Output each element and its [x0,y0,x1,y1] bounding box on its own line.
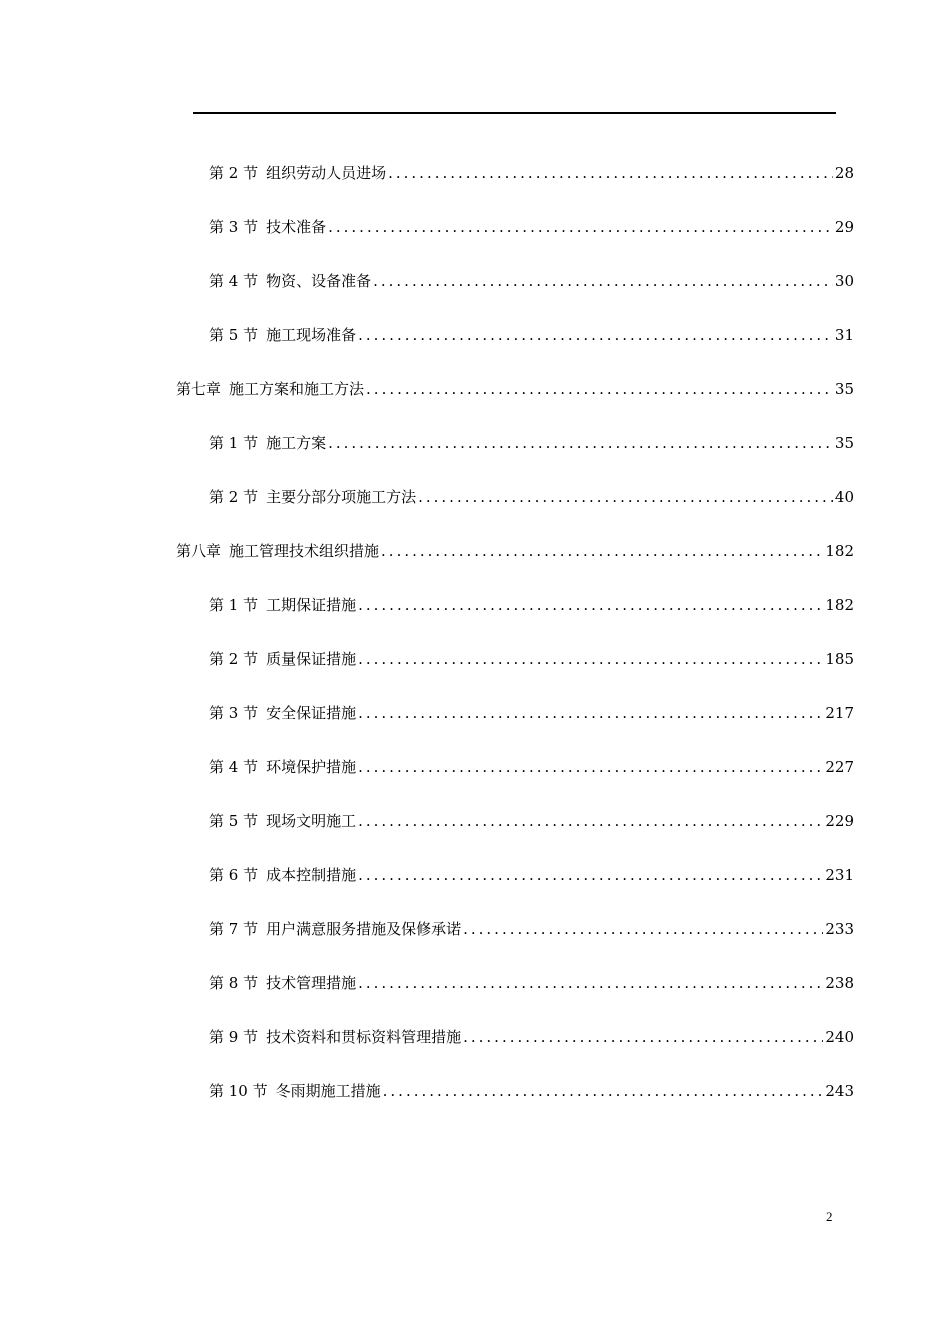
toc-entry-number: 第 8 节 [209,974,259,992]
toc-entry-page: 231 [825,866,854,884]
toc-entry-number: 第 7 节 [209,920,259,938]
toc-entry-page: 229 [825,812,854,830]
toc-entry-page: 30 [834,272,854,290]
toc-entry-title: 现场文明施工 [266,812,357,830]
dot-leader [463,1027,823,1047]
dot-leader [358,595,823,615]
dot-leader [366,379,833,399]
toc-entry-number: 第 1 节 [209,596,259,614]
dot-leader [418,487,833,507]
toc-entry-title: 施工管理技术组织措施 [229,542,380,560]
toc-entry-title: 技术管理措施 [266,974,357,992]
toc-entry[interactable] [209,487,854,507]
toc-entry[interactable] [209,595,854,615]
toc-entry-title: 成本控制措施 [266,866,357,884]
toc-entry-page: 31 [834,326,854,344]
toc-entry-title: 工期保证措施 [266,596,357,614]
toc-entry[interactable] [209,433,854,453]
toc-entry-title: 施工方案和施工方法 [229,380,365,398]
dot-leader [463,919,823,939]
toc-entry-number: 第 9 节 [209,1028,259,1046]
toc-entry-title: 主要分部分项施工方法 [266,488,417,506]
toc-entry-page: 29 [834,218,854,236]
toc-entry-number: 第 10 节 [209,1082,268,1100]
dot-leader [358,973,823,993]
toc-entry-number: 第 1 节 [209,434,259,452]
toc-entry-title: 用户满意服务措施及保修承诺 [266,920,462,938]
toc-entry[interactable] [209,919,854,939]
toc-entry-page: 28 [834,164,854,182]
toc-entry-title: 环境保护措施 [266,758,357,776]
toc-entry[interactable] [209,757,854,777]
dot-leader [358,811,823,831]
toc-entry-title: 安全保证措施 [266,704,357,722]
toc-entry-number: 第七章 [176,380,222,398]
dot-leader [358,757,823,777]
toc-entry-page: 243 [825,1082,854,1100]
toc-entry[interactable] [209,217,854,237]
dot-leader [383,1081,824,1101]
dot-leader [358,325,833,345]
dot-leader [358,865,823,885]
page-number: 2 [826,1209,833,1224]
toc-entry-page: 35 [834,380,854,398]
toc-entry[interactable] [209,649,854,669]
toc-entry[interactable] [209,811,854,831]
toc-entry-page: 240 [825,1028,854,1046]
dot-leader [328,217,833,237]
toc-entry[interactable] [209,163,854,183]
toc-entry-page: 182 [825,542,854,560]
toc-entry-page: 227 [825,758,854,776]
toc-entry-number: 第八章 [176,542,222,560]
header-rule [193,112,836,114]
toc-entry-number: 第 2 节 [209,164,259,182]
toc-entry-title: 质量保证措施 [266,650,357,668]
toc-entry[interactable] [209,865,854,885]
toc-entry-number: 第 3 节 [209,218,259,236]
toc-entry-title: 技术准备 [266,218,327,236]
toc-entry-title: 物资、设备准备 [266,272,372,290]
toc-entry-page: 182 [825,596,854,614]
toc-entry[interactable] [209,973,854,993]
toc-chapter-entry[interactable] [176,379,854,399]
dot-leader [373,271,833,291]
toc-entry-page: 233 [825,920,854,938]
toc-entry-title: 施工方案 [266,434,327,452]
dot-leader [328,433,833,453]
toc-entry[interactable] [209,271,854,291]
toc-entry-number: 第 6 节 [209,866,259,884]
toc-entry-page: 35 [834,434,854,452]
toc-entry-number: 第 4 节 [209,272,259,290]
toc-entry-page: 40 [834,488,854,506]
dot-leader [358,649,823,669]
toc-entry-number: 第 2 节 [209,650,259,668]
toc-entry-number: 第 4 节 [209,758,259,776]
toc-entry[interactable] [209,325,854,345]
toc-chapter-entry[interactable] [176,541,854,561]
dot-leader [388,163,833,183]
toc-entry-page: 238 [825,974,854,992]
toc-entry-page: 185 [825,650,854,668]
toc-entry-title: 冬雨期施工措施 [275,1082,381,1100]
toc-entry-title: 技术资料和贯标资料管理措施 [266,1028,462,1046]
toc-entry-number: 第 5 节 [209,812,259,830]
toc-entry-number: 第 3 节 [209,704,259,722]
dot-leader [358,703,823,723]
toc-entry[interactable] [209,1027,854,1047]
toc-entry-number: 第 5 节 [209,326,259,344]
toc-entry-title: 组织劳动人员进场 [266,164,387,182]
toc-entry[interactable] [209,703,854,723]
dot-leader [381,541,823,561]
toc-entry-title: 施工现场准备 [266,326,357,344]
toc-entry-number: 第 2 节 [209,488,259,506]
toc-entry-page: 217 [825,704,854,722]
toc-entry[interactable] [209,1081,854,1101]
